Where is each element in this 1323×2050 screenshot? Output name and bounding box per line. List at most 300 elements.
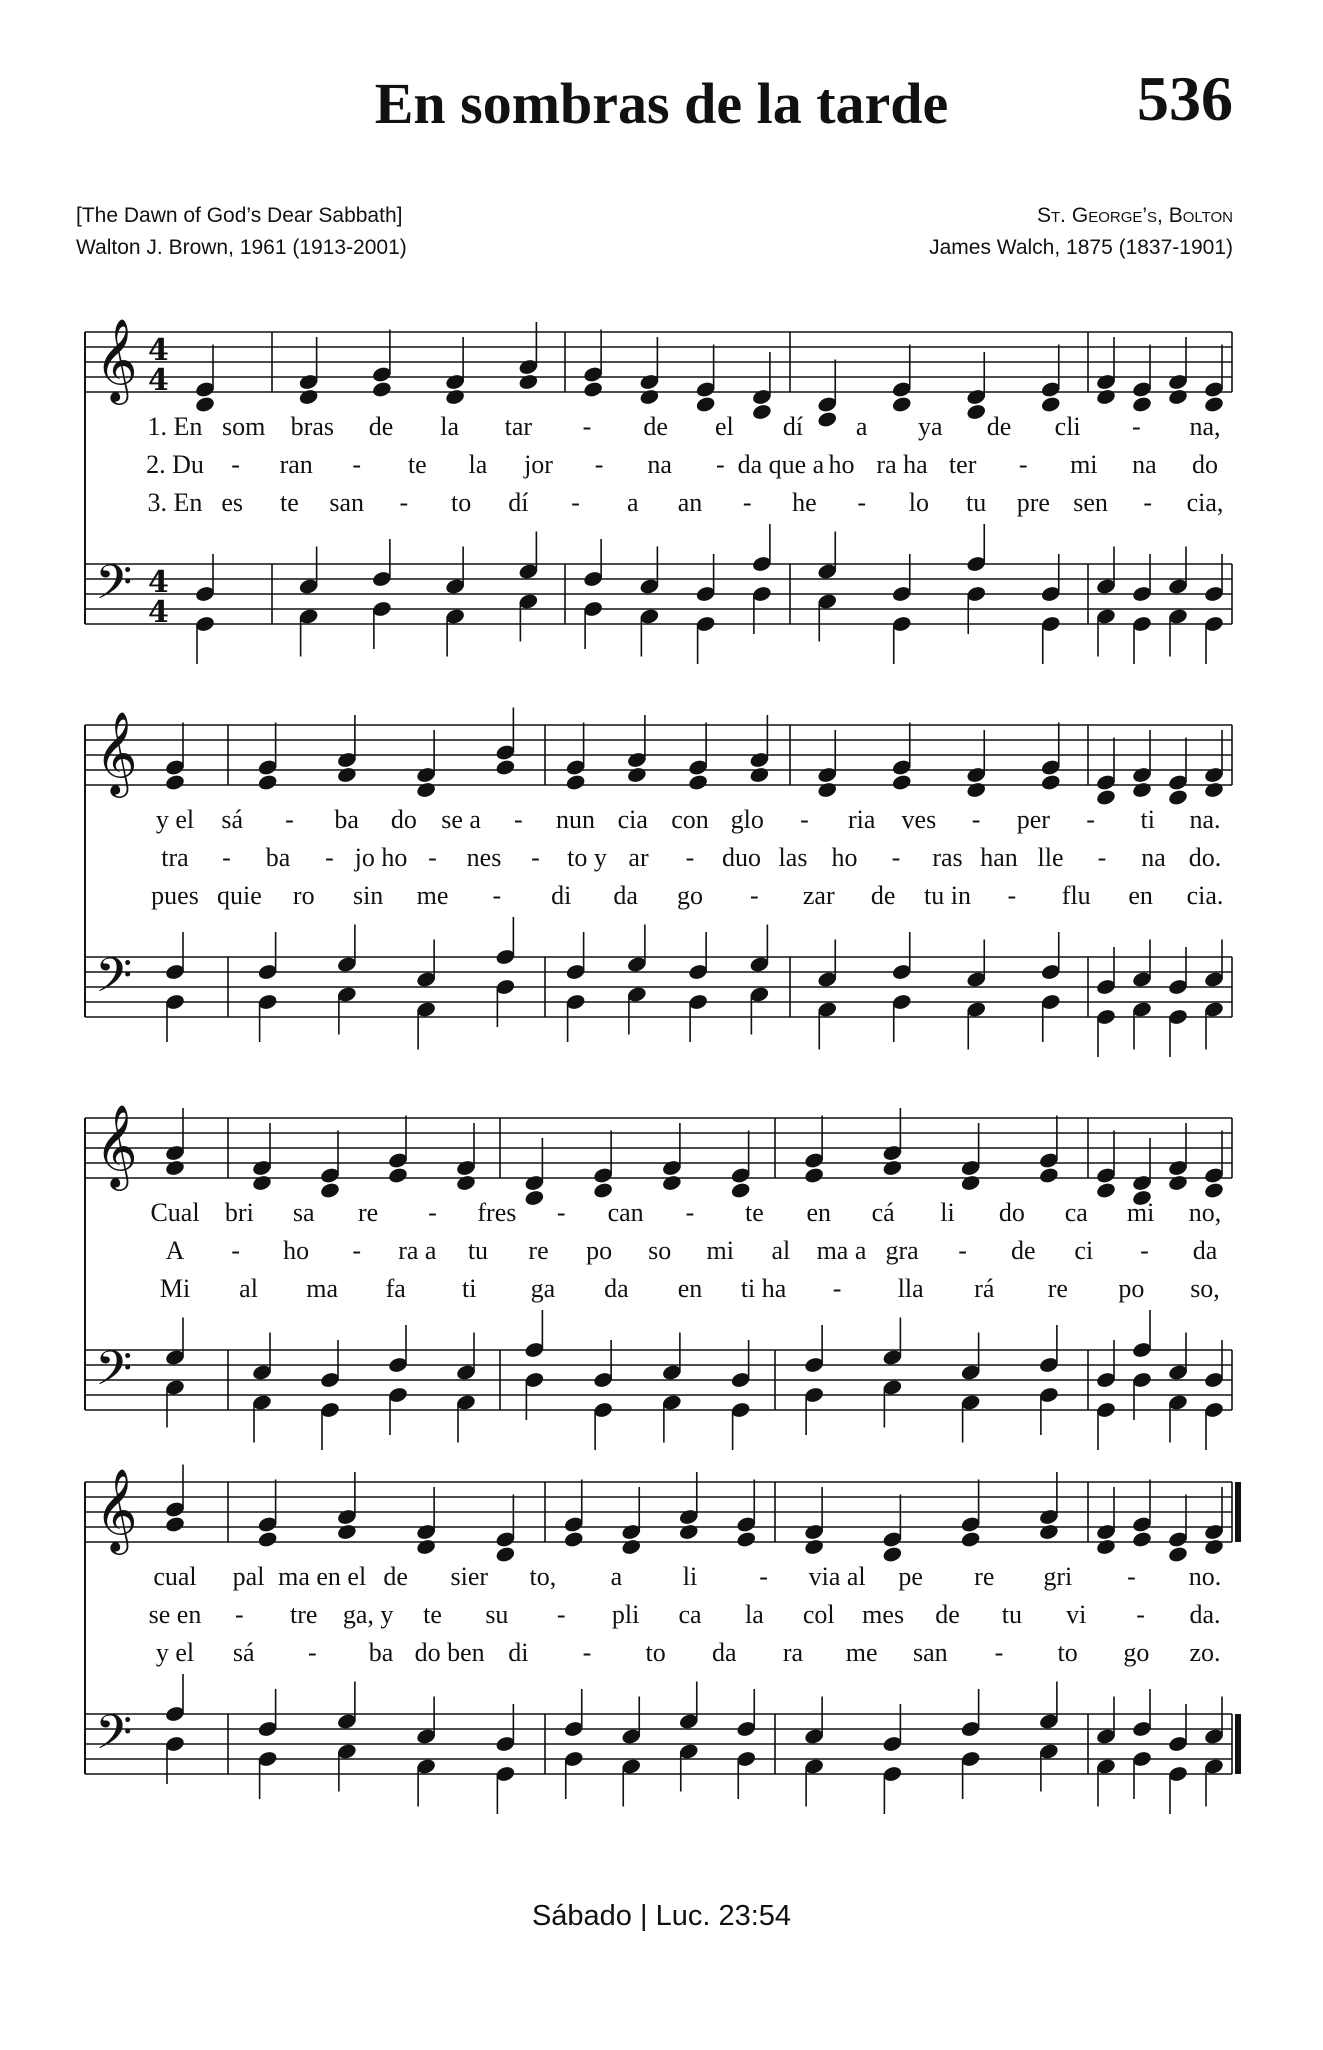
lyric-syllable: no, bbox=[1188, 1198, 1222, 1227]
treble-note bbox=[736, 1530, 757, 1548]
lyric-syllable: - bbox=[325, 843, 334, 872]
lyric-syllable: sen bbox=[1073, 488, 1108, 517]
lyric-syllable: po bbox=[586, 1236, 613, 1265]
lyric-syllable: - bbox=[750, 881, 759, 910]
treble-note bbox=[817, 781, 838, 799]
treble-note bbox=[749, 766, 770, 784]
treble-note bbox=[257, 1530, 278, 1548]
lyric-syllable: - bbox=[759, 1562, 768, 1591]
lyric-syllable: - bbox=[571, 488, 580, 517]
lyric-syllable: al bbox=[239, 1274, 258, 1303]
lyric-syllable: col bbox=[802, 1600, 835, 1629]
lyric-syllable: so, bbox=[1190, 1274, 1220, 1303]
lyric-syllable: tar bbox=[504, 412, 533, 441]
lyric-syllable: do bbox=[1192, 450, 1218, 479]
lyric-syllable: - bbox=[685, 1198, 695, 1227]
lyric-syllable: via al bbox=[808, 1562, 866, 1591]
lyric-syllable: de bbox=[986, 412, 1012, 441]
lyrics-verse-1 bbox=[0, 412, 1323, 448]
lyric-syllable: re bbox=[974, 1562, 995, 1591]
lyric-syllable: - bbox=[1143, 488, 1153, 517]
lyric-syllable: a bbox=[626, 488, 639, 517]
treble-note bbox=[495, 1545, 516, 1563]
lyric-syllable: ba bbox=[368, 1638, 394, 1667]
lyric-syllable: do. bbox=[1188, 843, 1222, 872]
lyric-syllable: per bbox=[1016, 805, 1050, 834]
lyric-syllable: re bbox=[528, 1236, 549, 1265]
treble-note bbox=[730, 1181, 751, 1199]
lyric-syllable: el bbox=[714, 412, 734, 441]
lyric-syllable: - bbox=[1097, 843, 1107, 872]
lyric-syllable: - bbox=[556, 1600, 566, 1629]
lyric-syllable: nes bbox=[466, 843, 502, 872]
lyric-syllable: pal bbox=[232, 1562, 265, 1591]
lyric-syllable: ria bbox=[847, 805, 876, 834]
lyric-syllable: su bbox=[485, 1600, 509, 1629]
time-signature-bottom: 4 bbox=[148, 363, 169, 398]
lyric-syllable: jor bbox=[524, 450, 553, 479]
lyric-syllable: me bbox=[845, 1638, 878, 1667]
lyric-syllable: re bbox=[1047, 1274, 1068, 1303]
treble-note bbox=[960, 1174, 981, 1192]
treble-note bbox=[882, 1545, 903, 1563]
bass-clef-icon: 𝄢 bbox=[95, 1704, 133, 1772]
treble-note bbox=[1040, 773, 1061, 791]
lyric-syllable: cia. bbox=[1186, 881, 1224, 910]
treble-note bbox=[1095, 388, 1116, 406]
lyric-syllable: da bbox=[1192, 1236, 1218, 1265]
lyric-syllable: zar bbox=[802, 881, 835, 910]
tune-name: St. George’s, Bolton bbox=[1037, 204, 1233, 227]
treble-clef-icon: 𝄞 bbox=[95, 1467, 138, 1551]
lyric-syllable: tu bbox=[467, 1236, 489, 1265]
lyric-syllable: 2. Du bbox=[146, 450, 204, 479]
lyric-syllable: ho bbox=[831, 843, 858, 872]
treble-note bbox=[882, 1159, 903, 1177]
lyric-syllable: san bbox=[912, 1638, 948, 1667]
lyric-syllable: - bbox=[235, 1600, 244, 1629]
lyric-syllable: bras bbox=[290, 412, 334, 441]
lyrics-verse-3 bbox=[0, 1638, 1323, 1674]
treble-note bbox=[387, 1166, 408, 1184]
lyric-syllable: ya bbox=[918, 412, 943, 441]
lyrics-verse-1 bbox=[0, 805, 1323, 841]
bass-clef-icon: 𝄢 bbox=[95, 1340, 133, 1408]
hymn-title: En sombras de la tarde bbox=[374, 71, 949, 136]
lyric-syllable: go bbox=[1123, 1638, 1150, 1667]
lyric-syllable: la bbox=[468, 450, 488, 479]
lyric-syllable: en bbox=[806, 1198, 832, 1227]
treble-note bbox=[592, 1181, 613, 1199]
treble-note bbox=[336, 766, 357, 784]
lyric-syllable: no. bbox=[1188, 1562, 1222, 1591]
lyric-syllable: en bbox=[677, 1274, 703, 1303]
treble-note bbox=[582, 380, 603, 398]
treble-note bbox=[678, 1523, 699, 1541]
lyric-syllable: - bbox=[1131, 412, 1141, 441]
lyric-syllable: te bbox=[423, 1600, 442, 1629]
lyric-syllable: mi bbox=[706, 1236, 735, 1265]
lyric-syllable: ter bbox=[948, 450, 977, 479]
lyric-syllable: A bbox=[165, 1236, 185, 1265]
treble-note bbox=[444, 388, 465, 406]
time-signature-top: 4 bbox=[148, 565, 169, 600]
lyric-syllable: na bbox=[1132, 450, 1157, 479]
lyric-syllable: - bbox=[352, 450, 362, 479]
lyric-syllable: mes bbox=[862, 1600, 905, 1629]
treble-note bbox=[164, 1515, 185, 1533]
lyric-syllable: sin bbox=[352, 881, 384, 910]
time-signature-top: 4 bbox=[148, 333, 169, 368]
lyric-syllable: - bbox=[513, 805, 523, 834]
lyric-syllable: han bbox=[980, 843, 1018, 872]
treble-note bbox=[695, 395, 716, 413]
lyric-syllable: - bbox=[857, 488, 866, 517]
lyric-syllable: sa bbox=[292, 1198, 315, 1227]
lyrics-verse-3 bbox=[0, 1274, 1323, 1310]
lyric-syllable: - bbox=[582, 1638, 592, 1667]
lyric-syllable: - bbox=[1007, 881, 1017, 910]
lyric-syllable: Mi bbox=[159, 1274, 191, 1303]
lyric-syllable: - bbox=[231, 1236, 240, 1265]
lyric-syllable: las bbox=[778, 843, 808, 872]
lyric-syllable: an bbox=[677, 488, 703, 517]
lyric-syllable: ca bbox=[1064, 1198, 1088, 1227]
lyric-syllable: a bbox=[855, 412, 868, 441]
lyrics-verse-1 bbox=[0, 1198, 1323, 1234]
treble-note bbox=[1038, 1523, 1059, 1541]
lyric-syllable: ga bbox=[530, 1274, 556, 1303]
treble-note bbox=[495, 758, 516, 776]
lyric-syllable: cia, bbox=[1186, 488, 1224, 517]
lyric-syllable: som bbox=[221, 412, 266, 441]
treble-clef-icon: 𝄞 bbox=[95, 1103, 138, 1187]
lyric-syllable: na bbox=[647, 450, 672, 479]
lyric-syllable: rá bbox=[974, 1274, 995, 1303]
footer-reference: Sábado | Luc. 23:54 bbox=[531, 1900, 792, 1932]
lyric-syllable: sá bbox=[221, 805, 244, 834]
lyric-syllable: pe bbox=[898, 1562, 923, 1591]
lyric-syllable: quie bbox=[216, 881, 262, 910]
lyric-syllable: a bbox=[610, 1562, 623, 1591]
lyric-syllable: en bbox=[1128, 881, 1153, 910]
composer: James Walch, 1875 (1837-1901) bbox=[929, 236, 1233, 259]
lyric-syllable: - bbox=[1140, 1236, 1149, 1265]
lyric-syllable: re bbox=[358, 1198, 379, 1227]
treble-note bbox=[1203, 1538, 1224, 1556]
lyric-syllable: - bbox=[428, 843, 437, 872]
lyric-syllable: te bbox=[744, 1198, 764, 1227]
lyric-syllable: di bbox=[508, 1638, 529, 1667]
lyric-syllable: ma bbox=[306, 1274, 339, 1303]
lyric-syllable: pues bbox=[151, 881, 199, 910]
lyric-syllable: duo bbox=[722, 843, 761, 872]
hymn-number: 536 bbox=[1137, 63, 1233, 134]
lyric-syllable: tu bbox=[965, 488, 987, 517]
treble-note bbox=[194, 395, 215, 413]
treble-note bbox=[518, 373, 539, 391]
final-barline bbox=[1235, 1482, 1241, 1542]
lyric-syllable: - bbox=[891, 843, 901, 872]
lyric-syllable: go bbox=[677, 881, 703, 910]
lyric-syllable: po bbox=[1118, 1274, 1145, 1303]
lyric-syllable: - bbox=[285, 805, 294, 834]
lyric-syllable: ma a bbox=[816, 1236, 867, 1265]
lyric-syllable: de bbox=[935, 1600, 960, 1629]
lyric-syllable: fres bbox=[477, 1198, 517, 1227]
lyric-syllable: tre bbox=[290, 1600, 318, 1629]
lyric-syllable: tra bbox=[161, 843, 189, 872]
lyric-syllable: de bbox=[870, 881, 896, 910]
lyric-syllable: mi bbox=[1126, 1198, 1155, 1227]
lyric-syllable: ti bbox=[462, 1274, 477, 1303]
treble-note bbox=[803, 1538, 824, 1556]
treble-note bbox=[336, 1523, 357, 1541]
lyric-syllable: de bbox=[368, 412, 394, 441]
lyric-syllable: ar bbox=[628, 843, 649, 872]
lyric-syllable: - bbox=[399, 488, 409, 517]
lyric-syllable: he bbox=[792, 488, 817, 517]
bass-clef-icon: 𝄢 bbox=[95, 554, 133, 622]
lyric-syllable: so bbox=[648, 1236, 672, 1265]
lyric-syllable: li bbox=[940, 1198, 955, 1227]
treble-note bbox=[661, 1174, 682, 1192]
lyric-syllable: ti ha bbox=[740, 1274, 787, 1303]
treble-note bbox=[415, 781, 436, 799]
lyric-syllable: ra ha bbox=[876, 450, 928, 479]
treble-note bbox=[966, 781, 987, 799]
lyric-syllable: da bbox=[712, 1638, 737, 1667]
lyric-syllable: ci bbox=[1074, 1236, 1094, 1265]
lyric-syllable: can bbox=[607, 1198, 644, 1227]
lyric-syllable: glo bbox=[730, 805, 764, 834]
treble-note bbox=[1095, 788, 1116, 806]
lyrics-verse-2 bbox=[0, 450, 1323, 486]
lyric-syllable: dí bbox=[508, 488, 529, 517]
lyric-syllable: al bbox=[771, 1236, 791, 1265]
bass-clef-icon: 𝄢 bbox=[95, 947, 133, 1015]
treble-note bbox=[1131, 395, 1152, 413]
lyric-syllable: da bbox=[613, 881, 638, 910]
treble-note bbox=[371, 380, 392, 398]
treble-clef-icon: 𝄞 bbox=[95, 317, 138, 401]
treble-note bbox=[164, 773, 185, 791]
lyric-syllable: ro bbox=[292, 881, 315, 910]
treble-note bbox=[415, 1538, 436, 1556]
lyric-syllable: vi bbox=[1066, 1600, 1087, 1629]
treble-note bbox=[1203, 395, 1224, 413]
treble-note bbox=[1167, 1545, 1188, 1563]
treble-note bbox=[621, 1538, 642, 1556]
treble-note bbox=[1040, 395, 1061, 413]
treble-note bbox=[1167, 388, 1188, 406]
lyric-syllable: flu bbox=[1061, 881, 1091, 910]
treble-note bbox=[687, 773, 708, 791]
lyric-syllable: tu in bbox=[924, 881, 971, 910]
lyric-syllable: - bbox=[307, 1638, 317, 1667]
lyric-syllable: 3. En bbox=[147, 488, 203, 517]
lyric-syllable: sá bbox=[232, 1638, 255, 1667]
lyric-syllable: ras bbox=[932, 843, 963, 872]
lyric-syllable: ga, y bbox=[342, 1600, 394, 1629]
lyric-syllable: zo. bbox=[1189, 1638, 1221, 1667]
lyric-syllable: do ben bbox=[414, 1638, 485, 1667]
treble-note bbox=[251, 1174, 272, 1192]
lyric-syllable: jo ho bbox=[354, 843, 408, 872]
treble-note bbox=[803, 1166, 824, 1184]
lyric-syllable: - bbox=[231, 450, 240, 479]
lyric-syllable: ho bbox=[283, 1236, 310, 1265]
lyric-syllable: pre bbox=[1016, 488, 1050, 517]
lyric-syllable: li bbox=[682, 1562, 698, 1591]
lyric-syllable: fa bbox=[385, 1274, 406, 1303]
original-title: [The Dawn of God’s Dear Sabbath] bbox=[76, 204, 403, 227]
lyric-syllable: la bbox=[440, 412, 460, 441]
lyric-syllable: - bbox=[352, 1236, 362, 1265]
treble-note bbox=[298, 388, 319, 406]
lyric-syllable: to bbox=[450, 488, 472, 517]
treble-note bbox=[891, 773, 912, 791]
lyric-syllable: lo bbox=[908, 488, 929, 517]
lyric-syllable: da. bbox=[1189, 1600, 1221, 1629]
lyric-syllable: to bbox=[645, 1638, 666, 1667]
lyric-syllable: ra a bbox=[398, 1236, 437, 1265]
treble-note bbox=[563, 1530, 584, 1548]
lyric-syllable: - bbox=[742, 488, 752, 517]
lyric-syllable: gri bbox=[1043, 1562, 1073, 1591]
treble-note bbox=[1167, 1174, 1188, 1192]
lyric-syllable: - bbox=[556, 1198, 566, 1227]
lyric-syllable: de bbox=[383, 1562, 408, 1591]
lyric-syllable: do bbox=[998, 1198, 1025, 1227]
lyric-syllable: bri bbox=[224, 1198, 254, 1227]
lyric-syllable: ti bbox=[1140, 805, 1155, 834]
lyric-syllable: de bbox=[1010, 1236, 1036, 1265]
treble-note bbox=[1095, 1538, 1116, 1556]
treble-note bbox=[1203, 781, 1224, 799]
lyric-syllable: cual bbox=[153, 1562, 197, 1591]
lyric-syllable: y el bbox=[155, 1638, 195, 1667]
lyric-syllable: - bbox=[832, 1274, 842, 1303]
lyric-syllable: ca bbox=[678, 1600, 702, 1629]
lyrics-verse-3 bbox=[0, 488, 1323, 524]
lyric-syllable: - bbox=[582, 412, 592, 441]
lyric-syllable: se a bbox=[441, 805, 481, 834]
lyric-syllable: pli bbox=[611, 1600, 640, 1629]
lyric-syllable: san bbox=[329, 488, 364, 517]
lyric-syllable: - bbox=[800, 805, 809, 834]
lyric-syllable: con bbox=[671, 805, 709, 834]
lyrics-verse-3 bbox=[0, 881, 1323, 917]
lyrics-verse-2 bbox=[0, 843, 1323, 879]
lyric-syllable: la bbox=[744, 1600, 764, 1629]
lyric-syllable: - bbox=[492, 881, 502, 910]
lyric-syllable: na, bbox=[1189, 412, 1221, 441]
treble-note bbox=[1038, 1166, 1059, 1184]
lyric-syllable: ra bbox=[782, 1638, 804, 1667]
treble-clef-icon: 𝄞 bbox=[95, 710, 138, 794]
treble-note bbox=[960, 1530, 981, 1548]
lyric-syllable: te bbox=[280, 488, 299, 517]
lyrics-verse-1 bbox=[0, 1562, 1323, 1598]
treble-note bbox=[1095, 1181, 1116, 1199]
lyric-syllable: se en bbox=[148, 1600, 202, 1629]
lyric-syllable: to, bbox=[529, 1562, 557, 1591]
treble-note bbox=[455, 1174, 476, 1192]
lyric-syllable: di bbox=[551, 881, 572, 910]
lyric-syllable: Cual bbox=[150, 1198, 200, 1227]
lyric-syllable: ves bbox=[901, 805, 937, 834]
lyric-syllable: - bbox=[1086, 805, 1095, 834]
lyric-syllable: - bbox=[715, 450, 725, 479]
lyric-syllable: ba bbox=[265, 843, 291, 872]
treble-note bbox=[1167, 788, 1188, 806]
lyric-syllable: ho bbox=[828, 450, 855, 479]
lyric-syllable: cli bbox=[1054, 412, 1081, 441]
treble-note bbox=[164, 1159, 185, 1177]
lyric-syllable: te bbox=[407, 450, 427, 479]
lyric-syllable: y el bbox=[155, 805, 195, 834]
lyric-syllable: nun bbox=[556, 805, 596, 834]
lyric-syllable: cia bbox=[617, 805, 648, 834]
lyric-syllable: - bbox=[958, 1236, 967, 1265]
treble-note bbox=[257, 773, 278, 791]
treble-note bbox=[891, 395, 912, 413]
lyric-syllable: cá bbox=[871, 1198, 895, 1227]
lyric-syllable: - bbox=[428, 1198, 437, 1227]
lyric-syllable: - bbox=[994, 1638, 1004, 1667]
credits-left bbox=[76, 200, 407, 264]
lyric-syllable: na. bbox=[1189, 805, 1221, 834]
treble-note bbox=[1131, 1530, 1152, 1548]
lyric-syllable: - bbox=[531, 843, 540, 872]
lyrics-verse-2 bbox=[0, 1600, 1323, 1636]
time-signature-bottom: 4 bbox=[148, 595, 169, 630]
lyric-syllable: es bbox=[221, 488, 244, 517]
treble-note bbox=[319, 1181, 340, 1199]
final-barline bbox=[1235, 1714, 1241, 1774]
lyric-syllable: do bbox=[390, 805, 417, 834]
lyric-syllable: ba bbox=[334, 805, 359, 834]
lyric-syllable: lla bbox=[897, 1274, 924, 1303]
lyric-syllable: - bbox=[1136, 1600, 1145, 1629]
lyrics-verse-2 bbox=[0, 1236, 1323, 1272]
lyric-syllable: - bbox=[971, 805, 981, 834]
treble-note bbox=[1131, 781, 1152, 799]
lyric-syllable: - bbox=[1127, 1562, 1136, 1591]
lyric-syllable: - bbox=[222, 843, 231, 872]
lyric-syllable: to bbox=[1057, 1638, 1078, 1667]
lyric-syllable: - bbox=[594, 450, 604, 479]
lyric-syllable: ran bbox=[279, 450, 313, 479]
lyric-syllable: ma en el bbox=[278, 1562, 367, 1591]
lyric-syllable: tu bbox=[1001, 1600, 1022, 1629]
text-author: Walton J. Brown, 1961 (1913-2001) bbox=[76, 236, 407, 259]
lyric-syllable: dí bbox=[782, 412, 804, 441]
treble-note bbox=[1203, 1181, 1224, 1199]
lyric-syllable: lle bbox=[1037, 843, 1064, 872]
lyric-syllable: da que a bbox=[737, 450, 825, 479]
lyric-syllable: da bbox=[604, 1274, 629, 1303]
lyric-syllable: 1. En bbox=[147, 412, 203, 441]
treble-note bbox=[565, 773, 586, 791]
lyric-syllable: - bbox=[1018, 450, 1028, 479]
lyric-syllable: na bbox=[1141, 843, 1166, 872]
lyric-syllable: me bbox=[416, 881, 449, 910]
lyric-syllable: sier bbox=[450, 1562, 489, 1591]
lyric-syllable: to y bbox=[567, 843, 607, 872]
treble-note bbox=[639, 388, 660, 406]
